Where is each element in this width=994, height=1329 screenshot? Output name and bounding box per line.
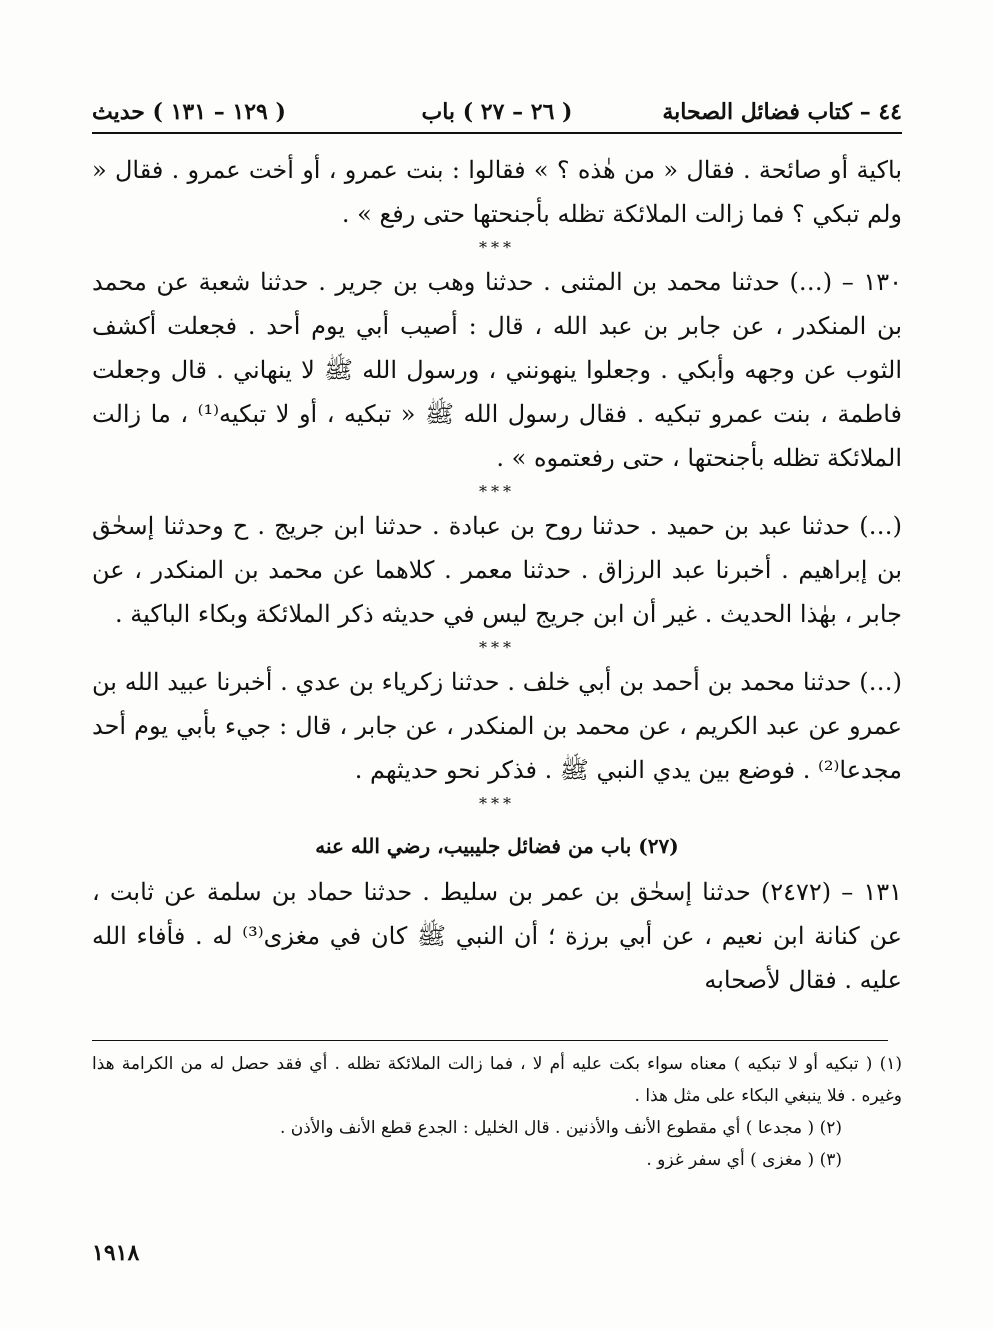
hadith-131: ١٣١ – (٢٤٧٢) حدثنا إسحٰق بن عمر بن سليط . حدثنا حماد بن سلمة عن ثابت ، عن كنانة ابن نعيم ، عن أبي برزة ؛ أن النبي ﷺ كان في مغزى⁽³⁾ له . فأفاء الله عليه . فقال لأصحابه bbox=[92, 878, 902, 994]
footnote-1: (١) ( تبكيه أو لا تبكيه ) معناه سواء بكت عليه أم لا ، فما زالت الملائكة تظله . أي فقد حصل له من الكرامة هذا وغيره . فلا ينبغي البكاء على مثل هذا . bbox=[92, 1054, 902, 1106]
main-text bbox=[92, 148, 902, 1002]
hadith-130: ١٣٠ – (…) حدثنا محمد بن المثنى . حدثنا وهب بن جرير . حدثنا شعبة عن محمد بن المنكدر ، عن جابر بن عبد الله ، قال : أصيب أبي يوم أحد . فجعلت أكشف الثوب عن وجهه وأبكي . وجعلوا ينهونني ، ورسول الله ﷺ لا ينهاني . قال وجعلت فاطمة ، بنت عمرو تبكيه . فقال رسول الله ﷺ « تبكيه ، أو لا تبكيه⁽¹⁾ ، ما زالت الملائكة تظله بأجنحتها ، حتى رفعتموه » . bbox=[92, 268, 902, 472]
footnote-2: (٢) ( مجدعا ) أي مقطوع الأنف والأذنين . قال الخليل : الجدع قطع الأنف والأذن . bbox=[279, 1118, 842, 1138]
footnote-3: (٣) ( مغزى ) أي سفر غزو . bbox=[646, 1150, 842, 1170]
continuation-paragraph: باكية أو صائحة . فقال « من هٰذه ؟ » فقالوا : بنت عمرو ، أو أخت عمرو . فقال « ولم تبكي ؟ فما زالت الملائكة تظله بأجنحتها حتى رفع » . bbox=[92, 156, 902, 228]
header-hadith-range: ( ١٢٩ – ١٣١ ) حديث bbox=[92, 99, 286, 125]
running-header bbox=[92, 92, 902, 134]
hadith-130-variant-2: (…) حدثنا محمد بن أحمد بن أبي خلف . حدثنا زكرياء بن عدي . أخبرنا عبيد الله بن عمرو عن عبد الكريم ، عن محمد بن المنكدر ، عن جابر ، قال : جيء بأبي يوم أحد مجدعا⁽²⁾ . فوضع بين يدي النبي ﷺ . فذكر نحو حديثهم . bbox=[92, 668, 902, 784]
chapter-title: (٢٧) باب من فضائل جليبيب، رضي الله عنه bbox=[315, 834, 679, 858]
header-book-title: ٤٤ – كتاب فضائل الصحابة bbox=[662, 99, 902, 125]
footnote-divider bbox=[92, 1040, 888, 1041]
page-number: ١٩١٨ bbox=[92, 1240, 140, 1266]
header-chapter-range: ( ٢٦ – ٢٧ ) باب bbox=[421, 99, 573, 125]
hadith-130-variant-1: (…) حدثنا عبد بن حميد . حدثنا روح بن عبادة . حدثنا ابن جريج . ح وحدثنا إسحٰق بن إبراهيم . أخبرنا عبد الرزاق . حدثنا معمر . كلاهما عن محمد بن المنكدر ، عن جابر ، بهٰذا الحديث . غير أن ابن جريج ليس في حديثه ذكر الملائكة وبكاء الباكية . bbox=[92, 512, 902, 628]
separator-stars: *** bbox=[479, 238, 515, 257]
separator-stars: *** bbox=[479, 482, 515, 501]
separator-stars: *** bbox=[479, 794, 515, 813]
separator-stars: *** bbox=[479, 638, 515, 657]
footnotes bbox=[92, 1048, 902, 1176]
